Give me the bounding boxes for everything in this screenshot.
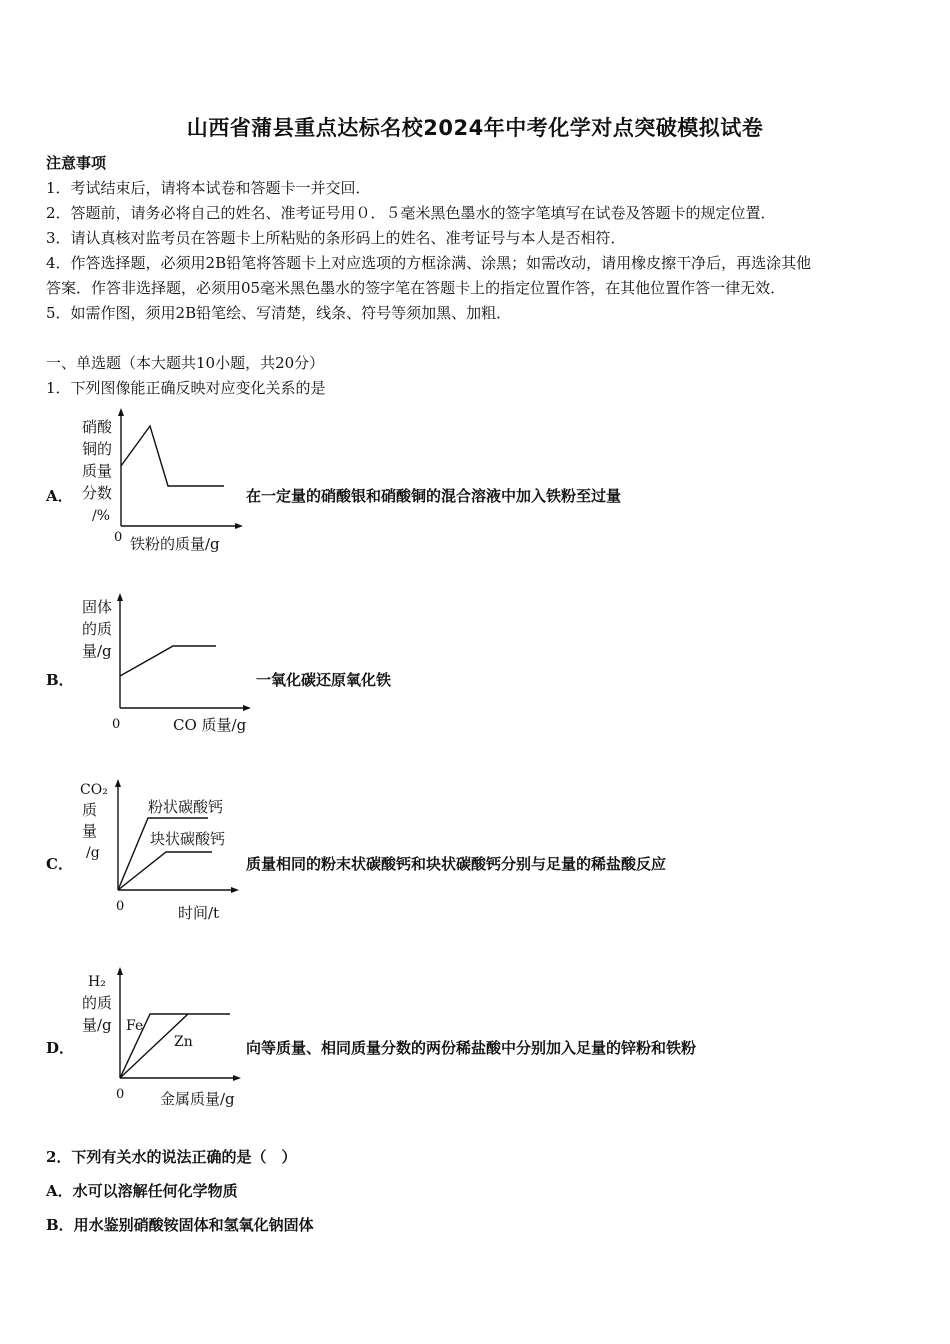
notice-item-3: 3．请认真核对监考员在答题卡上所粘贴的条形码上的姓名、准考证号与本人是否相符．	[46, 229, 626, 247]
graph-d-ylabel-3: 量/g	[82, 1016, 112, 1034]
notice-item-2: 2．答题前，请务必将自己的姓名、准考证号用０．５毫米黑色墨水的签字笔填写在试卷及答题卡的规定位置．	[46, 204, 776, 222]
option-c-text: 质量相同的粉末状碳酸钙和块状碳酸钙分别与足量的稀盐酸反应	[246, 855, 667, 873]
graph-d-ylabel	[82, 974, 112, 1034]
graph-a-xlabel: 铁粉的质量/g	[130, 535, 220, 553]
notice-item-1: 1．考试结束后，请将本试卷和答题卡一并交回．	[46, 179, 371, 197]
graph-d-y-arrow	[117, 967, 123, 975]
graph-a-x-arrow	[235, 523, 243, 529]
graph-d-label-fe: Fe	[126, 1018, 144, 1034]
graph-a-ylabel-5: /%	[92, 508, 111, 524]
graph-c-xlabel: 时间/t	[178, 904, 220, 922]
graph-a-ylabel-4: 分数	[82, 484, 113, 502]
graph-c-ylabel-2: 质	[82, 801, 98, 819]
graph-a-ylabel-2: 铜的	[82, 440, 113, 458]
graph-b-ylabel-1: 固体	[82, 598, 113, 616]
graph-b-x-arrow	[243, 705, 251, 711]
graph-a-ylabel-1: 硝酸	[82, 418, 113, 436]
graph-a-y-arrow	[118, 408, 124, 416]
graph-b-ylabel-2: 的质	[82, 620, 113, 638]
question-1-stem: 1．下列图像能正确反映对应变化关系的是	[46, 379, 326, 397]
option-c-letter: C．	[46, 855, 73, 873]
graph-b-xlabel: CO 质量/g	[173, 716, 247, 734]
graph-d-origin: 0	[116, 1087, 125, 1102]
graph-c-ylabel	[80, 782, 108, 861]
graph-b-origin: 0	[112, 717, 121, 732]
option-b-text: 一氧化碳还原氧化铁	[256, 671, 392, 689]
graph-c-ylabel-1: CO₂	[80, 782, 108, 798]
graph-d	[78, 964, 248, 1112]
graph-b-ylabel-3: 量/g	[82, 642, 112, 660]
option-d-text: 向等质量、相同质量分数的两份稀盐酸中分别加入足量的锌粉和铁粉	[246, 1039, 697, 1057]
graph-d-label-zn: Zn	[174, 1034, 193, 1050]
graph-c-y-arrow	[115, 779, 121, 787]
graph-d-ylabel-2: 的质	[82, 994, 113, 1012]
graph-a	[78, 408, 248, 558]
question-2-stem: 2．下列有关水的说法正确的是（ ）	[46, 1148, 297, 1166]
graph-a-ylabel-3: 质量	[82, 462, 113, 480]
question-2-option-a: A．水可以溶解任何化学物质	[46, 1182, 238, 1200]
option-a-text: 在一定量的硝酸银和硝酸铜的混合溶液中加入铁粉至过量	[246, 487, 622, 505]
graph-d-xlabel: 金属质量/g	[160, 1090, 235, 1108]
option-d-letter: D．	[46, 1039, 75, 1057]
option-a-letter: A．	[46, 487, 73, 505]
graph-c-ylabel-4: /g	[86, 845, 100, 861]
graph-a-ylabel	[82, 418, 113, 524]
page-title: 山西省蒲县重点达标名校2024年中考化学对点突破模拟试卷	[186, 116, 764, 140]
graph-c-label-lump: 块状碳酸钙	[150, 830, 226, 848]
graph-a-origin: 0	[114, 530, 123, 545]
graph-c-x-arrow	[231, 887, 239, 893]
section-heading: 一、单选题（本大题共10小题，共20分）	[46, 354, 325, 372]
option-b-letter: B．	[46, 671, 74, 689]
graph-c-label-powder: 粉状碳酸钙	[148, 798, 224, 816]
notice-heading: 注意事项	[46, 154, 107, 172]
notice-item-4-cont: 答案．作答非选择题，必须用05毫米黑色墨水的签字笔在答题卡上的指定位置作答，在其他位置作答一律无效．	[46, 279, 786, 297]
notice-item-4: 4．作答选择题，必须用2B铅笔将答题卡上对应选项的方框涂满、涂黑；如需改动，请用橡皮擦干净后，再选涂其他	[46, 254, 812, 272]
graph-c-ylabel-3: 量	[82, 822, 98, 840]
graph-d-x-arrow	[233, 1075, 241, 1081]
question-2-option-b: B．用水鉴别硝酸铵固体和氢氧化钠固体	[46, 1216, 314, 1234]
graph-d-ylabel-1: H₂	[88, 974, 106, 990]
graph-b-ylabel	[82, 598, 112, 660]
graph-c	[78, 776, 248, 924]
graph-c-origin: 0	[116, 899, 125, 914]
graph-b-curve	[120, 646, 216, 676]
graph-a-curve	[121, 426, 224, 486]
graph-b-y-arrow	[117, 593, 123, 601]
graph-b	[78, 592, 258, 740]
notice-item-5: 5．如需作图，须用2B铅笔绘、写清楚，线条、符号等须加黑、加粗．	[46, 304, 512, 322]
